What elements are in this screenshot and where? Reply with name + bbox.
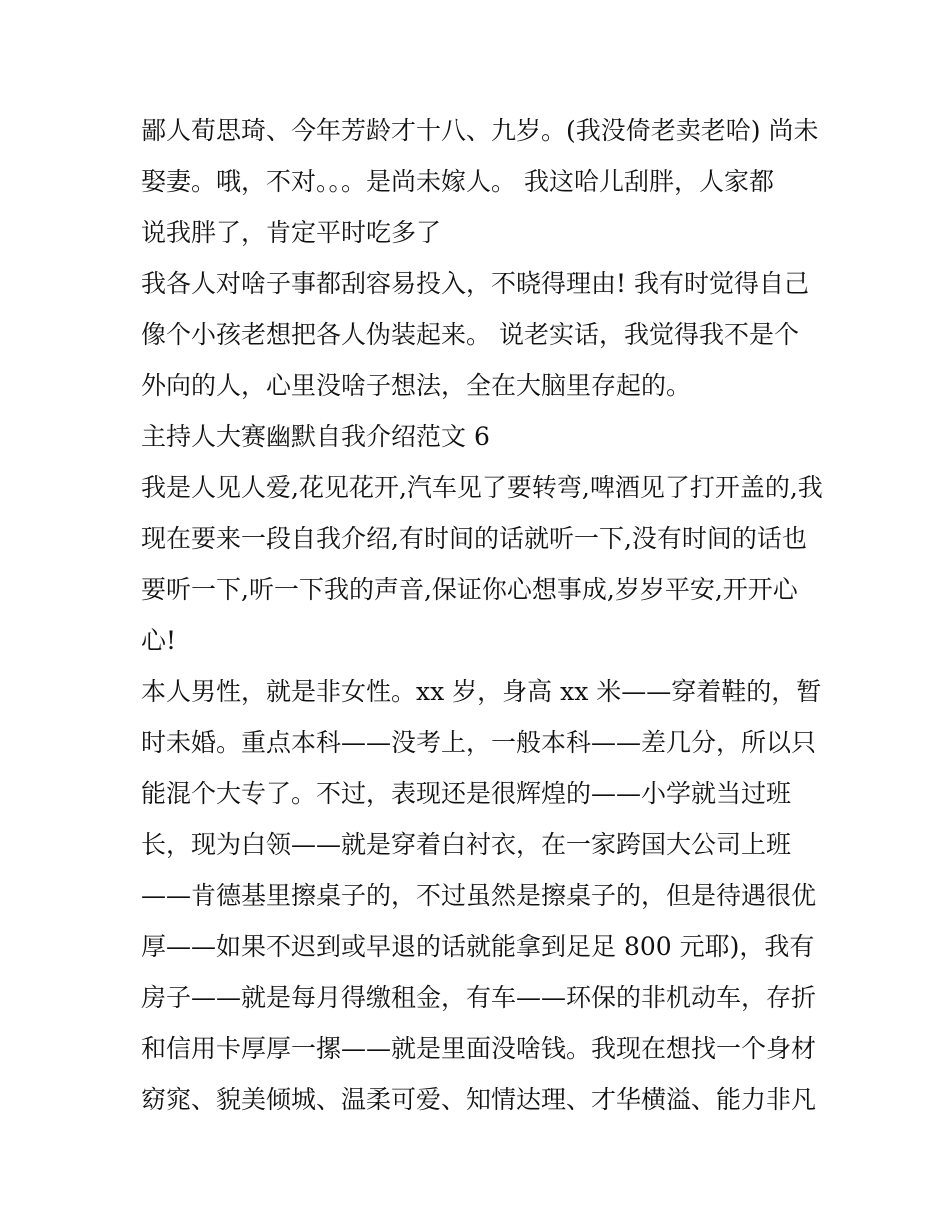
text-line: 时未婚。重点本科——没考上，一般本科——差几分，所以只 — [141, 728, 817, 757]
text-line: 现在要来一段自我介绍,有时间的话就听一下,没有时间的话也 — [141, 524, 807, 553]
body-text — [141, 105, 821, 1125]
text-line: 和信用卡厚厚一摞——就是里面没啥钱。我现在想找一个身材 — [141, 1034, 817, 1063]
text-line: 厚——如果不迟到或早退的话就能拿到足足 800 元耶)，我有 — [141, 932, 815, 961]
text-line: ——肯德基里擦桌子的，不过虽然是擦桌子的，但是待遇很优 — [141, 881, 817, 910]
text-line: 说我胖了，肯定平时吃多了 — [141, 218, 442, 247]
text-line: 像个小孩老想把各人伪装起来。 说老实话，我觉得我不是个 — [141, 320, 799, 349]
text-line: 房子——就是每月得缴租金，有车——环保的非机动车，存折 — [141, 983, 817, 1012]
text-line: 能混个大专了。不过，表现还是很辉煌的——小学就当过班 — [141, 779, 792, 808]
text-line: 心! — [141, 626, 177, 655]
text-line: 娶妻。哦，不对。。。是尚未嫁人。 我这哈儿刮胖，人家都 — [141, 167, 774, 196]
text-line: 我是人见人爱,花见花开,汽车见了要转弯,啤酒见了打开盖的,我 — [141, 473, 823, 502]
text-line: 外向的人，心里没啥子想法，全在大脑里存起的。 — [141, 371, 692, 400]
text-line: 我各人对啥子事都刮容易投入，不晓得理由! 我有时觉得自己 — [141, 269, 809, 298]
text-line: 窈窕、貌美倾城、温柔可爱、知情达理、才华横溢、能力非凡 — [141, 1085, 817, 1114]
text-line: 鄙人荀思琦、今年芳龄才十八、九岁。(我没倚老卖老哈) 尚未 — [141, 116, 819, 145]
section-heading: 主持人大赛幽默自我介绍范文 6 — [141, 422, 490, 451]
text-line: 要听一下,听一下我的声音,保证你心想事成,岁岁平安,开开心 — [141, 575, 798, 604]
text-line: 本人男性，就是非女性。xx 岁，身高 xx 米——穿着鞋的，暂 — [141, 677, 822, 706]
text-line: 长，现为白领——就是穿着白衬衣，在一家跨国大公司上班 — [141, 830, 792, 859]
